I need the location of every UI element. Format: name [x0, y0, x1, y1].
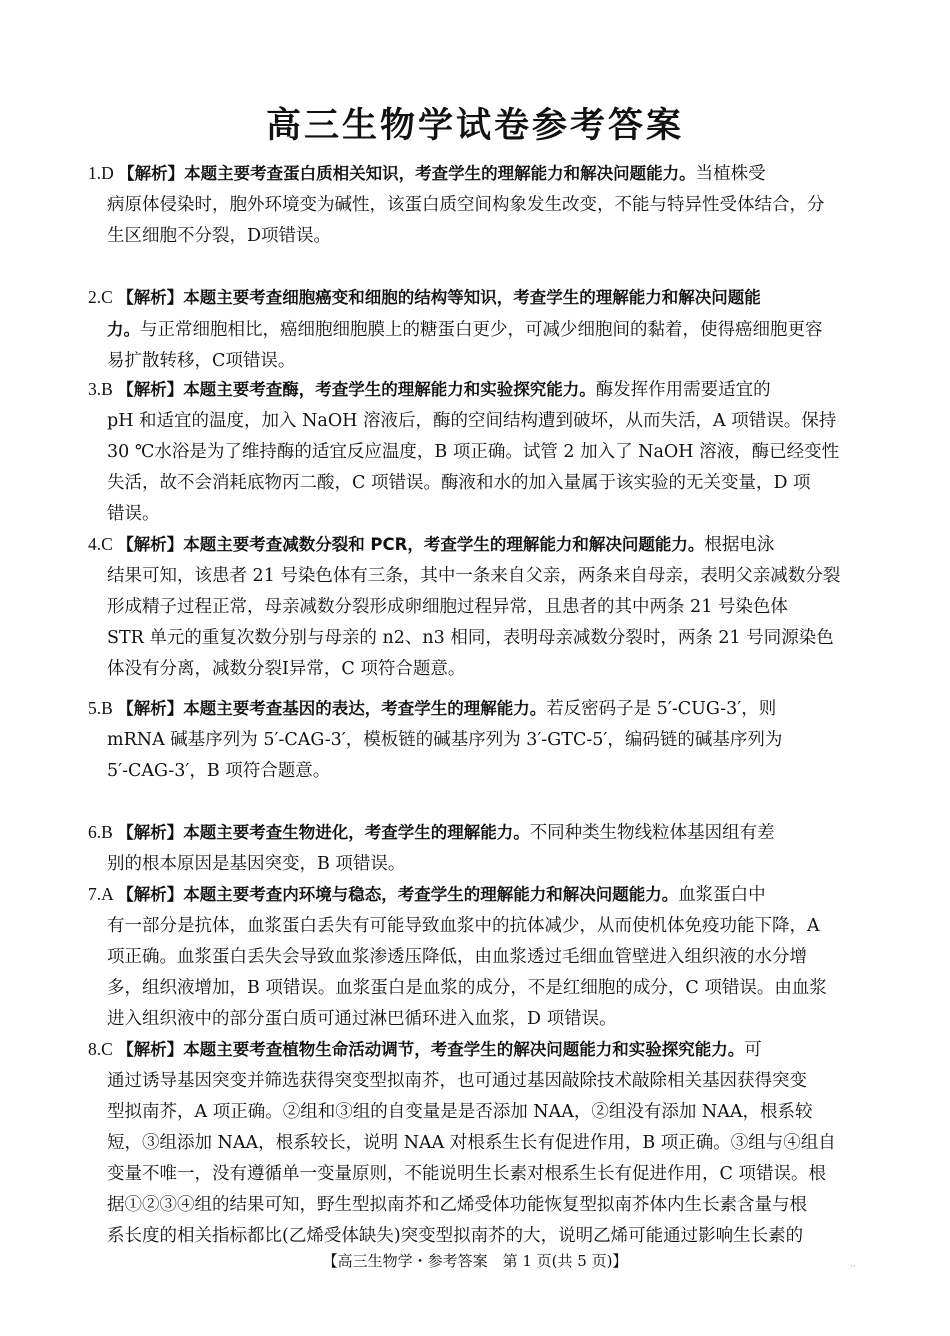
answer-line: [88, 725, 864, 756]
analysis-tag: 【解析】: [117, 699, 184, 718]
answer-line: [88, 1221, 864, 1252]
answer-line: [88, 1190, 864, 1221]
answer-text: 不同种类生物线粒体基因组有差: [529, 823, 775, 843]
answer-text: 体没有分离，减数分裂Ⅰ异常，C 项符合题意。: [107, 659, 466, 679]
answer-text: 别的根本原因是基因突变，B 项错误。: [107, 854, 406, 874]
answer-item: [88, 529, 864, 685]
answer-line: [88, 942, 864, 973]
answer-summary: 本题主要考查酶，考查学生的理解能力和实验探究能力。: [183, 380, 596, 399]
answer-text: 酶发挥作用需要适宜的: [595, 380, 771, 400]
answer-line: [88, 849, 864, 880]
analysis-tag: 【解析】: [118, 164, 185, 183]
answer-line: [88, 693, 864, 725]
answer-text: 多，组织液增加，B 项错误。血浆蛋白是血浆的成分，不是红细胞的成分，C 项错误。由血浆: [107, 978, 827, 998]
answer-summary: 本题主要考查基因的表达，考查学生的理解能力。: [183, 699, 547, 718]
answer-item: [88, 374, 864, 530]
answer-text: 5′-CAG-3′，B 项符合题意。: [107, 761, 331, 781]
answer-text: 当植株受: [695, 164, 766, 184]
answer-summary: 本题主要考查蛋白质相关知识，考查学生的理解能力和解决问题能力。: [184, 164, 696, 183]
answer-text: 失活，故不会消耗底物丙二酸，C 项错误。酶液和水的加入量属于该实验的无关变量，D 项: [107, 473, 811, 493]
answer-text: 变量不唯一，没有遵循单一变量原则，不能说明生长素对根系生长有促进作用，C 项错误。根: [107, 1164, 826, 1184]
answer-number: 1.D: [88, 163, 119, 183]
answer-item: [88, 879, 864, 1035]
answer-line: [88, 406, 864, 437]
answer-line: [88, 1159, 864, 1190]
answer-text: STR 单元的重复次数分别与母亲的 n2、n3 相同，表明母亲减数分裂时，两条 21 号同源染色: [107, 628, 834, 648]
answer-text: 病原体侵染时，胞外环境变为碱性，该蛋白质空间构象发生改变，不能与特异性受体结合，分: [107, 195, 825, 215]
answer-line: [88, 282, 864, 314]
answer-line: [88, 1097, 864, 1128]
answer-text: mRNA 碱基序列为 5′-CAG-3′，模板链的碱基序列为 3′-GTC-5′，编码链的碱基序列为: [107, 730, 783, 750]
answer-item: [88, 158, 864, 252]
answer-line: [88, 817, 864, 849]
answer-line: [88, 221, 864, 252]
corner-mark: ··: [850, 1262, 856, 1272]
answer-line: [88, 346, 864, 377]
answer-line: [88, 911, 864, 942]
answer-text: 进入组织液中的部分蛋白质可通过淋巴循环进入血浆，D 项错误。: [107, 1009, 617, 1029]
answer-number: 4.C: [88, 534, 118, 554]
answer-summary: 本题主要考查生物进化，考查学生的理解能力。: [183, 823, 530, 842]
answer-line: [88, 1034, 864, 1066]
answer-line: [88, 158, 864, 190]
answer-line: [88, 654, 864, 685]
answer-number: 5.B: [88, 698, 118, 718]
answer-line: [88, 190, 864, 221]
answer-text: 血浆蛋白中: [678, 885, 766, 905]
answer-summary: 力。: [107, 320, 140, 339]
answer-text: 错误。: [107, 504, 160, 524]
analysis-tag: 【解析】: [117, 535, 184, 554]
answer-number: 3.B: [88, 379, 118, 399]
answer-line: [88, 879, 864, 911]
answer-text: 若反密码子是 5′-CUG-3′，则: [546, 699, 777, 719]
answer-text: 型拟南芥，A 项正确。②组和③组的自变量是是否添加 NAA，②组没有添加 NAA，根系较: [107, 1102, 813, 1122]
answer-text: pH 和适宜的温度，加入 NaOH 溶液后，酶的空间结构遭到破坏，从而失活，A 项错误。保持: [107, 411, 837, 431]
answer-text: 根据电泳: [704, 535, 775, 555]
answer-text: 据①②③④组的结果可知，野生型拟南芥和乙烯受体功能恢复型拟南芥体内生长素含量与根: [107, 1195, 807, 1215]
answer-line: [88, 314, 864, 346]
analysis-tag: 【解析】: [117, 288, 184, 307]
answer-text: 与正常细胞相比，癌细胞细胞膜上的糖蛋白更少，可减少细胞间的黏着，使得癌细胞更容: [140, 320, 823, 340]
answer-summary: 本题主要考查植物生命活动调节，考查学生的解决问题能力和实验探究能力。: [183, 1040, 745, 1059]
answer-number: 8.C: [88, 1039, 118, 1059]
analysis-tag: 【解析】: [117, 885, 184, 904]
answer-item: [88, 817, 864, 880]
answer-line: [88, 529, 864, 561]
answer-text: 系长度的相关指标都比(乙烯受体缺失)突变型拟南芥的大，说明乙烯可能通过影响生长素的: [107, 1226, 804, 1246]
answer-line: [88, 756, 864, 787]
answer-text: 项正确。血浆蛋白丢失会导致血浆渗透压降低，由血浆透过毛细血管壁进入组织液的水分增: [107, 947, 807, 967]
answer-summary: 本题主要考查细胞癌变和细胞的结构等知识，考查学生的理解能力和解决问题能: [183, 288, 761, 307]
analysis-tag: 【解析】: [117, 1040, 184, 1059]
answer-summary: 本题主要考查减数分裂和 PCR，考查学生的理解能力和解决问题能力。: [183, 535, 705, 554]
answer-item: [88, 693, 864, 787]
answer-summary: 本题主要考查内环境与稳态，考查学生的理解能力和解决问题能力。: [183, 885, 679, 904]
answer-line: [88, 592, 864, 623]
answer-line: [88, 1066, 864, 1097]
answer-text: 结果可知，该患者 21 号染色体有三条，其中一条来自父亲，两条来自母亲，表明父亲减数分裂: [107, 566, 841, 586]
answer-text: 可: [744, 1040, 762, 1060]
answer-line: [88, 1128, 864, 1159]
answer-text: 30 ℃水浴是为了维持酶的适宜反应温度，B 项正确。试管 2 加入了 NaOH 溶液，酶已经变性: [107, 442, 840, 462]
answer-line: [88, 437, 864, 468]
answer-number: 6.B: [88, 822, 118, 842]
answer-text: 有一部分是抗体，血浆蛋白丢失有可能导致血浆中的抗体减少，从而使机体免疫功能下降，A: [107, 916, 820, 936]
answer-number: 7.A: [88, 884, 118, 904]
page-footer: 【高三生物学・参考答案 第 1 页(共 5 页)】: [322, 1252, 628, 1270]
analysis-tag: 【解析】: [117, 380, 184, 399]
answer-text: 易扩散转移，C项错误。: [107, 351, 296, 371]
answer-line: [88, 623, 864, 654]
answer-line: [88, 499, 864, 530]
page-title: 高三生物学试卷参考答案: [265, 106, 684, 146]
answer-text: 短，③组添加 NAA，根系较长，说明 NAA 对根系生长有促进作用，B 项正确。③组与④组自: [107, 1133, 836, 1153]
answer-text: 形成精子过程正常，母亲减数分裂形成卵细胞过程异常，且患者的其中两条 21 号染色体: [107, 597, 788, 617]
answer-number: 2.C: [88, 287, 118, 307]
answer-item: [88, 1034, 864, 1252]
analysis-tag: 【解析】: [117, 823, 184, 842]
answer-line: [88, 468, 864, 499]
answer-line: [88, 374, 864, 406]
answer-line: [88, 973, 864, 1004]
answer-line: [88, 561, 864, 592]
answer-item: [88, 282, 864, 377]
answer-line: [88, 1004, 864, 1035]
answer-text: 通过诱导基因突变并筛选获得突变型拟南芥，也可通过基因敲除技术敲除相关基因获得突变: [107, 1071, 807, 1091]
answer-text: 生区细胞不分裂，D项错误。: [107, 226, 332, 246]
